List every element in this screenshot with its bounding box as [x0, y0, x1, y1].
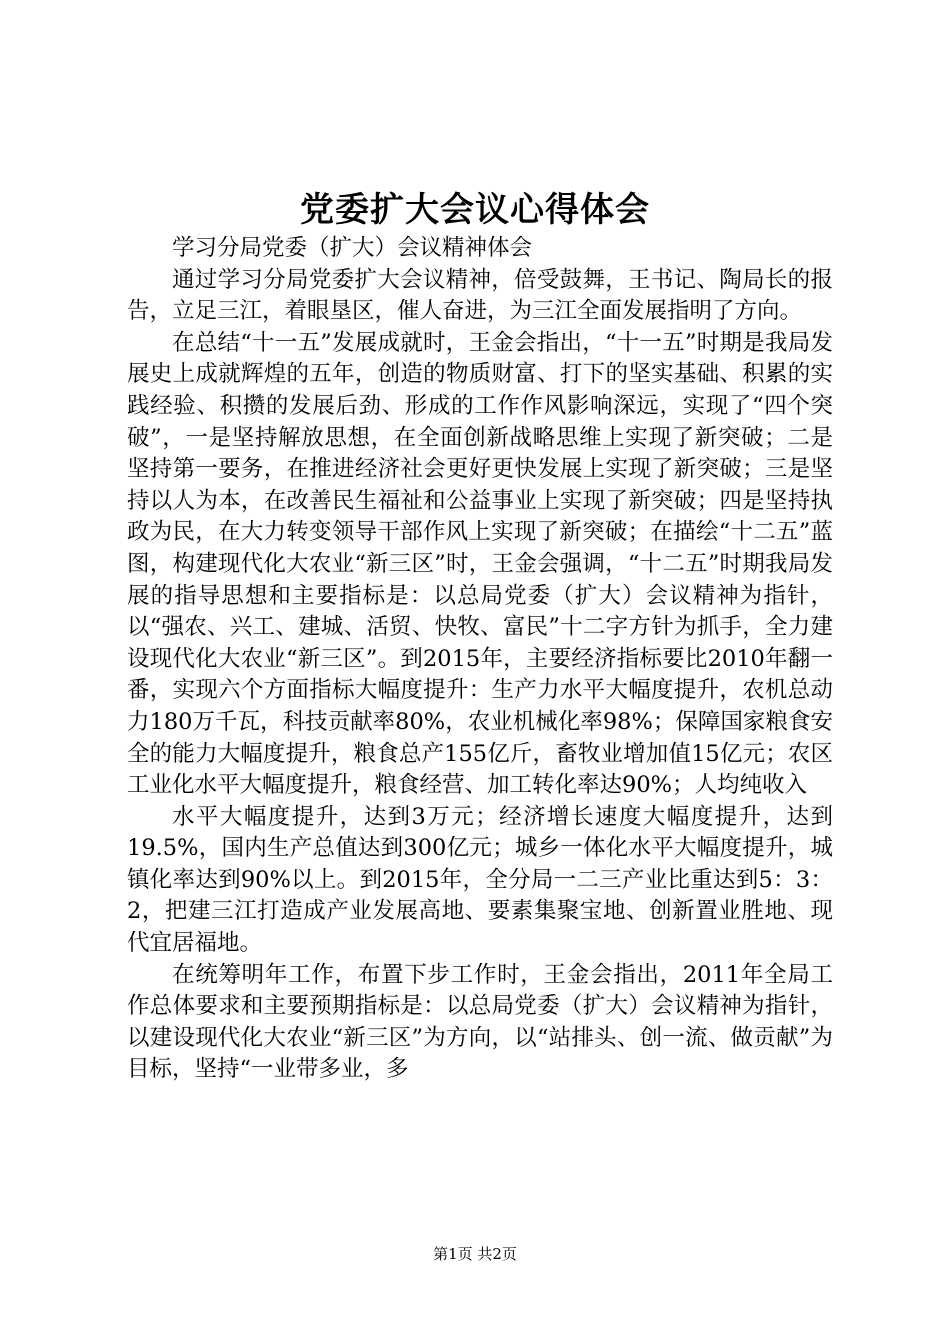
page-number-footer: 第1页 共2页 [433, 1245, 517, 1263]
paragraph: 水平大幅度提升，达到3万元；经济增长速度大幅度提升，达到19.5%，国内生产总值达到300亿元；城乡一体化水平大幅度提升，城镇化率达到90%以上。到2015年，全分局一二三产业比重达到5：3：2，把建三江打造成产业发展高地、要素集聚宝地、创新置业胜地、现代宜居福地。 [127, 803, 833, 957]
paragraph: 在统筹明年工作，布置下步工作时，王金会指出，2011年全局工作总体要求和主要预期指标是：以总局党委（扩大）会议精神为指针，以建设现代化大农业“新三区”为方向，以“站排头、创一流、做贡献”为目标，坚持“一业带多业，多 [127, 961, 833, 1083]
document-body [127, 233, 833, 1086]
document-subtitle: 学习分局党委（扩大）会议精神体会 [172, 235, 533, 261]
paragraph: 通过学习分局党委扩大会议精神，倍受鼓舞，王书记、陶局长的报告，立足三江，着眼垦区，催人奋进，为三江全面发展指明了方向。 [127, 266, 833, 325]
document-title: 党委扩大会议心得体会 [300, 190, 650, 230]
paragraph: 在总结“十一五”发展成就时，王金会指出，“十一五”时期是我局发展史上成就辉煌的五年，创造的物质财富、打下的坚实基础、积累的实践经验、积攒的发展后劲、形成的工作作风影响深远，实现了“四个突破”，一是坚持解放思想，在全面创新战略思维上实现了新突破；二是坚持第一要务，在推进经济社会更好更快发展上实现了新突破；三是坚持以人为本，在改善民生福祉和公益事业上实现了新突破；四是坚持执政为民，在大力转变领导干部作风上实现了新突破；在描绘“十二五”蓝图，构建现代化大农业“新三区”时，王金会强调，“十二五”时期我局发展的指导思想和主要指标是：以总局党委（扩大）会议精神为指针，以“强农、兴工、建城、活贸、快牧、富民”十二字方针为抓手，全力建设现代化大农业“新三区”。到2015年，主要经济指标要比2010年翻一番，实现六个方面指标大幅度提升：生产力水平大幅度提升，农机总动力180万千瓦，科技贡献率80%，农业机械化率98%；保障国家粮食安全的能力大幅度提升，粮食总产155亿斤，畜牧业增加值15亿元；农区工业化水平大幅度提升，粮食经营、加工转化率达90%；人均纯收入 [127, 329, 833, 799]
